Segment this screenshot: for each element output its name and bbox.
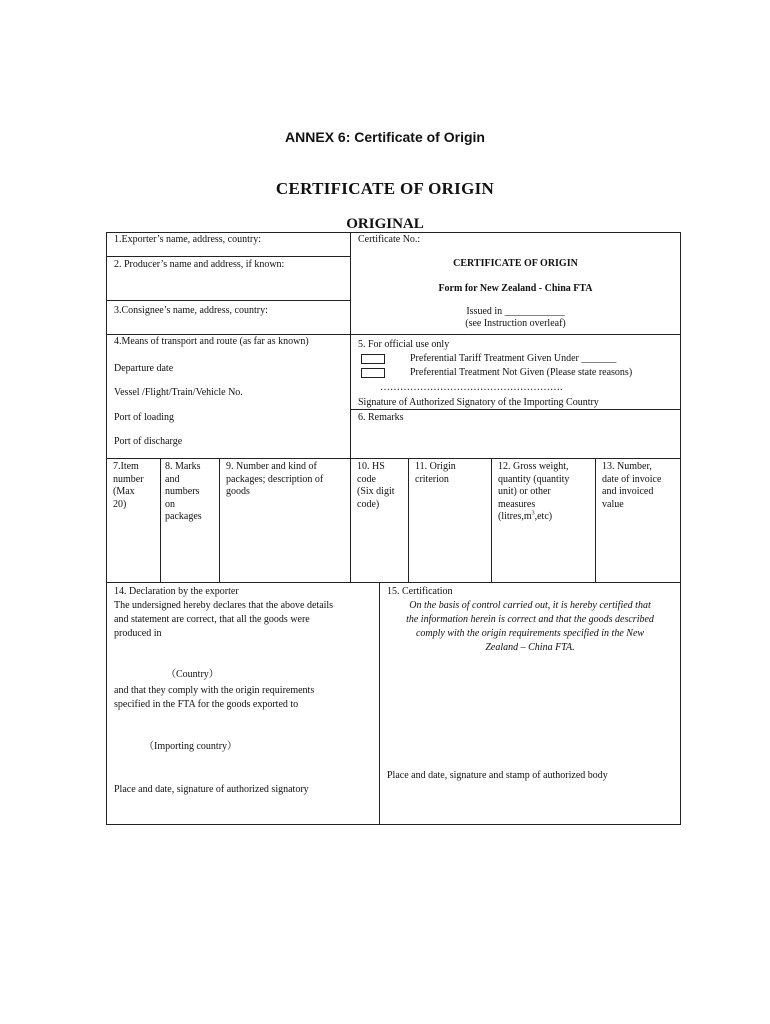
form-name: Form for New Zealand - China FTA xyxy=(438,283,593,294)
hs-code-header: 10. HS code (Six digit code) xyxy=(357,461,395,510)
declaration-text-4: and that they comply with the origin requirements xyxy=(114,685,315,696)
annex-title: ANNEX 6: Certificate of Origin xyxy=(285,129,485,145)
transport-label: 4.Means of transport and route (as far as known) xyxy=(114,336,309,347)
producer-label: 2. Producer’s name and address, if known: xyxy=(114,259,285,270)
country-label: （Country） xyxy=(166,669,219,680)
see-instruction: (see Instruction overleaf) xyxy=(465,318,566,329)
certification-text-3: comply with the origin requirements specified in the New xyxy=(415,628,645,639)
declaration-text-3: produced in xyxy=(114,628,162,639)
packages-header: 9. Number and kind of packages; description of goods xyxy=(226,461,324,497)
treatment-not-given-checkbox[interactable] xyxy=(361,368,385,378)
treatment-given-checkbox[interactable] xyxy=(361,354,385,364)
declaration-text-5: specified in the FTA for the goods exported to xyxy=(114,699,299,710)
invoice-header: 13. Number, date of invoice and invoiced value xyxy=(602,461,662,510)
remarks-label: 6. Remarks xyxy=(358,412,404,423)
port-of-loading-label: Port of loading xyxy=(114,412,174,423)
marks-header: 8. Marks and numbers on packages xyxy=(165,461,202,522)
issued-in: Issued in ____________ xyxy=(466,306,565,317)
certificate-header-title: CERTIFICATE OF ORIGIN xyxy=(453,258,578,269)
official-use-label: 5. For official use only xyxy=(358,339,450,350)
vessel-label: Vessel /Flight/Train/Vehicle No. xyxy=(114,387,243,398)
certification-label: 15. Certification xyxy=(387,586,453,597)
gross-weight-header: 12. Gross weight, quantity (quantity unit) or other measures $(litres,m^3,etc)$ xyxy=(498,461,570,522)
consignee-label: 3.Consignee’s name, address, country: xyxy=(114,305,268,316)
certification-text-2: the information herein is correct and that the goods described xyxy=(406,614,654,625)
importing-country-label: （Importing country） xyxy=(144,741,238,752)
declaration-text-1: The undersigned hereby declares that the above details xyxy=(114,600,334,611)
importing-signatory-label: Signature of Authorized Signatory of the Importing Country xyxy=(358,397,599,408)
origin-criterion-header: 11. Origin criterion xyxy=(415,461,456,485)
certificate-number-label: Certificate No.: xyxy=(358,234,421,245)
certification-text-4: Zealand – China FTA. xyxy=(485,642,575,653)
departure-date-label: Departure date xyxy=(114,363,174,374)
certification-text-1: On the basis of control carried out, it is hereby certified that xyxy=(409,600,651,611)
exporter-label: 1.Exporter’s name, address, country: xyxy=(114,234,261,245)
declaration-label: 14. Declaration by the exporter xyxy=(114,586,239,597)
authority-signature-label: Place and date, signature and stamp of authorized body xyxy=(387,770,608,781)
exporter-signature-label: Place and date, signature of authorized signatory xyxy=(114,784,309,795)
document-title: CERTIFICATE OF ORIGIN xyxy=(275,179,495,198)
copy-label: ORIGINAL xyxy=(346,216,424,232)
port-of-discharge-label: Port of discharge xyxy=(114,436,183,447)
item-number-header: 7.Item number (Max 20) xyxy=(113,461,144,510)
treatment-given-label: Preferential Tariff Treatment Given Under _______ xyxy=(410,353,617,364)
signature-dots: ………………………………………………. xyxy=(380,382,563,393)
declaration-text-2: and statement are correct, that all the goods were xyxy=(114,614,310,625)
treatment-not-given-label: Preferential Treatment Not Given (Please state reasons) xyxy=(410,367,633,378)
